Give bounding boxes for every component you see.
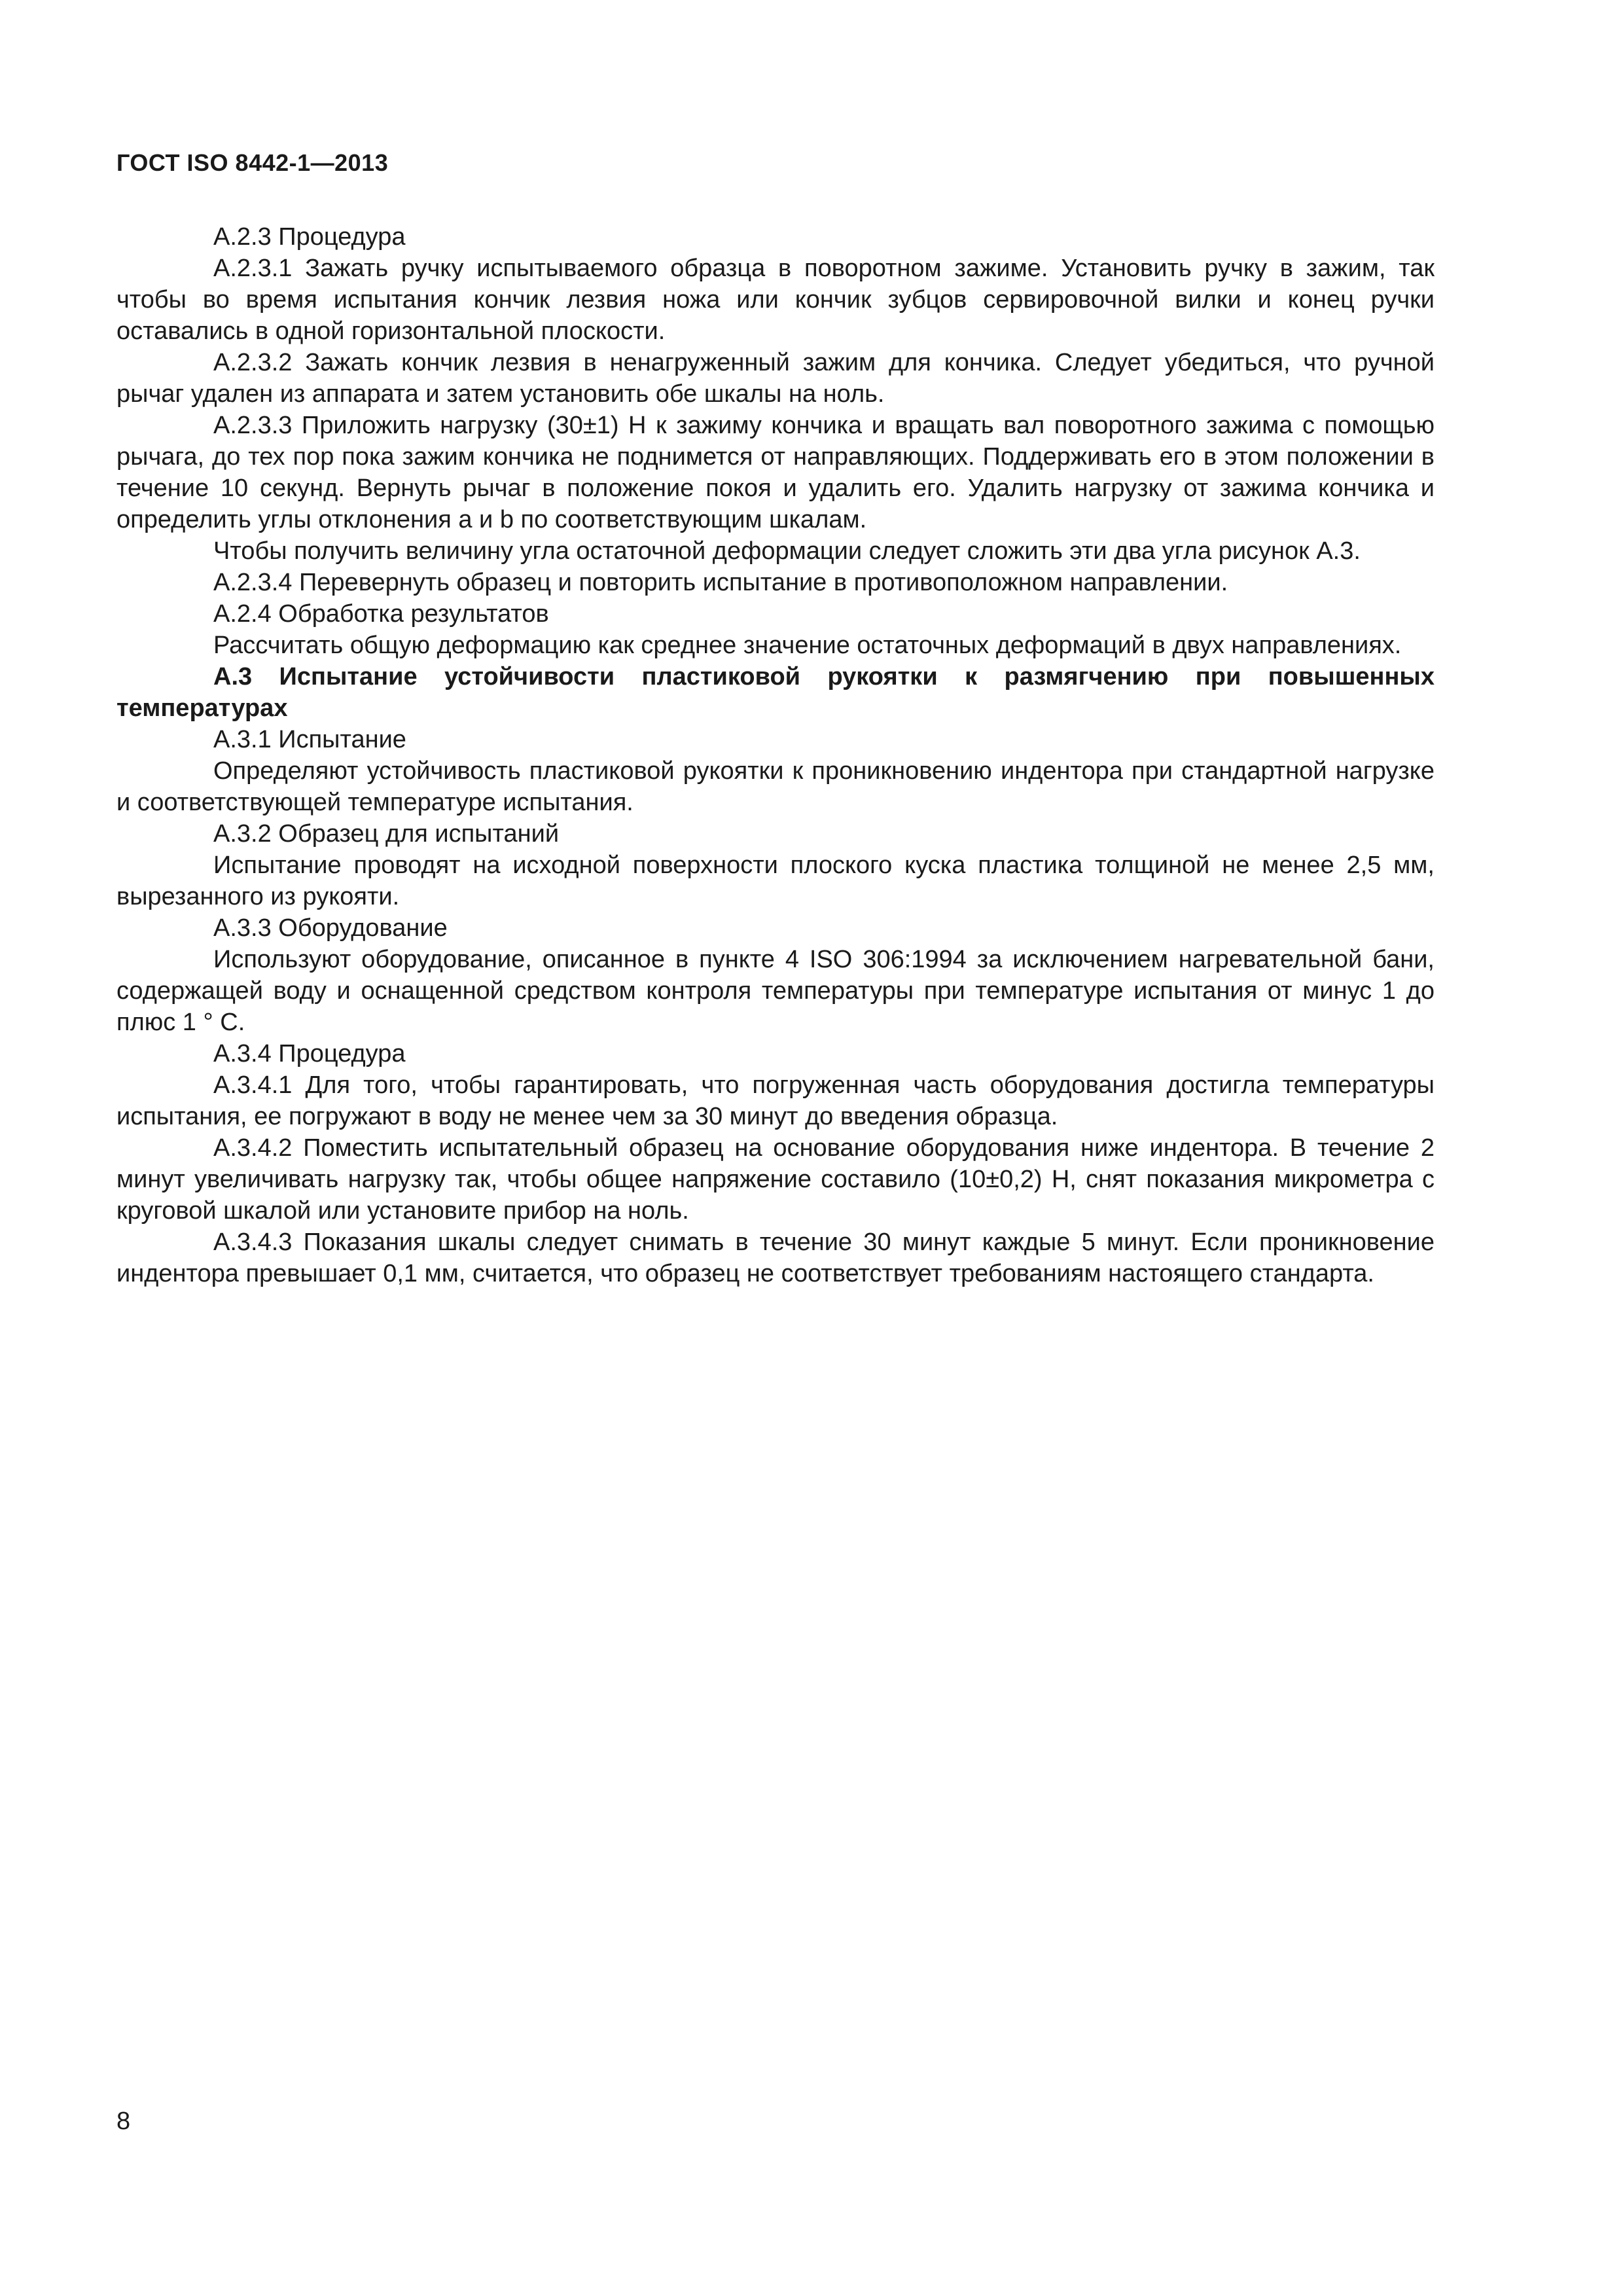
paragraph-a-2-3-1: А.2.3.1 Зажать ручку испытываемого образца в поворотном зажиме. Установить ручку в зажим, так чтобы во время испытания кончик лезвия ножа или кончик зубцов сервировочной вилки и конец ручки оставались в одной горизонтальной плоскости. bbox=[116, 255, 1435, 345]
document-header: ГОСТ ISO 8442-1—2013 bbox=[116, 149, 389, 176]
paragraph-a-3-3-text: Используют оборудование, описанное в пункте 4 ISO 306:1994 за исключением нагревательной бани, содержащей воду и оснащенной средством контроля температуры при температуре испытания от минус 1 до плюс 1 ° С. bbox=[116, 946, 1435, 1036]
paragraph-deformation-note: Чтобы получить величину угла остаточной деформации следует сложить эти два угла рисунок А.3. bbox=[213, 537, 1361, 565]
document-body bbox=[116, 221, 1435, 1289]
paragraph-a-3-4-1: А.3.4.1 Для того, чтобы гарантировать, что погруженная часть оборудования достигла температуры испытания, ее погружают в воду не менее чем за 30 минут до введения образца. bbox=[116, 1071, 1435, 1130]
subsection-heading-a-2-4: А.2.4 Обработка результатов bbox=[213, 600, 549, 628]
paragraph-a-3-1-text: Определяют устойчивость пластиковой рукоятки к проникновению индентора при стандартной нагрузке и соответствующей температуре испытания. bbox=[116, 757, 1435, 816]
subsection-heading-a-3-4: А.3.4 Процедура bbox=[213, 1040, 406, 1067]
subsection-heading-a-3-3: А.3.3 Оборудование bbox=[213, 914, 448, 942]
section-heading-a-3: А.3 Испытание устойчивости пластиковой рукоятки к размягчению при повышенных температурах bbox=[116, 663, 1435, 722]
paragraph-a-2-3-2: А.2.3.2 Зажать кончик лезвия в ненагруженный зажим для кончика. Следует убедиться, что ручной рычаг удален из аппарата и затем установить обе шкалы на ноль. bbox=[116, 349, 1435, 408]
subsection-heading-a-3-2: А.3.2 Образец для испытаний bbox=[213, 820, 560, 848]
paragraph-results: Рассчитать общую деформацию как среднее значение остаточных деформаций в двух направлениях. bbox=[213, 632, 1402, 659]
paragraph-a-2-3-3: А.2.3.3 Приложить нагрузку (30±1) Н к зажиму кончика и вращать вал поворотного зажима с помощью рычага, до тех пор пока зажим кончика не поднимется от направляющих. Поддерживать его в этом положении в течение 10 секунд. Вернуть рычаг в положение покоя и удалить его. Удалить нагрузку от зажима кончика и определить углы отклонения а и b по соответствующим шкалам. bbox=[116, 412, 1435, 533]
paragraph-a-2-3-4: А.2.3.4 Перевернуть образец и повторить испытание в противоположном направлении. bbox=[213, 569, 1228, 596]
subsection-heading-a-3-1: А.3.1 Испытание bbox=[213, 726, 406, 753]
paragraph-a-3-4-3: А.3.4.3 Показания шкалы следует снимать в течение 30 минут каждые 5 минут. Если проникновение индентора превышает 0,1 мм, считается, что образец не соответствует требованиям настоящего стандарта. bbox=[116, 1229, 1435, 1287]
page-number: 8 bbox=[116, 2108, 131, 2135]
paragraph-a-3-4-2: А.3.4.2 Поместить испытательный образец на основание оборудования ниже индентора. В течение 2 минут увеличивать нагрузку так, чтобы общее напряжение составило (10±0,2) Н, снят показания микрометра с круговой шкалой или установите прибор на ноль. bbox=[116, 1134, 1435, 1225]
subsection-heading-a-2-3: А.2.3 Процедура bbox=[213, 223, 406, 251]
paragraph-a-3-2-text: Испытание проводят на исходной поверхности плоского куска пластика толщиной не менее 2,5 мм, вырезанного из рукояти. bbox=[116, 852, 1435, 910]
